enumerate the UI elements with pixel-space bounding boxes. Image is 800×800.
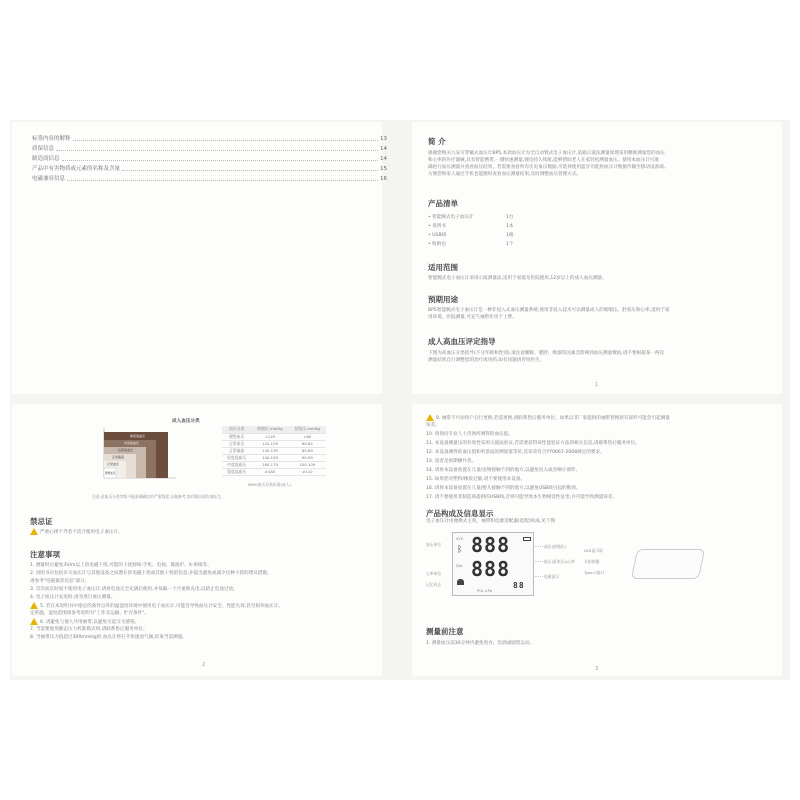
notice-line: 定的温、湿度范围请参考说明书"工作及运输、贮存条件"。 [30, 611, 150, 616]
package-item: • 收纳包 [428, 242, 446, 247]
table-cell: 重度高血压 [222, 468, 251, 475]
notice-line: 15. 如果您对塑料/橡胶过敏,请不要使用本设备。 [426, 477, 526, 482]
table-row [222, 461, 326, 468]
callout-label: 低压(舒张压)/心率 [544, 559, 575, 564]
page-number: 1 [595, 382, 599, 388]
table-cell: 正常偏高 [222, 447, 251, 454]
table-cell: 90-99 [289, 454, 326, 461]
contra-text: 严重心律不齐者不适合使用电子血压计。 [30, 528, 123, 536]
table-header: 血压分类 [222, 426, 251, 433]
table-row [222, 447, 326, 454]
warning-icon [426, 414, 434, 421]
sys-digits: 888 [471, 533, 511, 557]
table-header: 舒张压 mmHg [289, 426, 326, 433]
zone-label: 正常血压 [107, 462, 120, 466]
notice-line: 9. 袖带不可由用户自行更换,若需更换,请联系售后服务单位。如果以非厂家提供的袖带替换原有部件可能会引起测量 [426, 414, 670, 422]
callout-label: 电量显示 [544, 574, 560, 579]
composition-heading: 产品构成及信息显示 [426, 509, 494, 518]
notice-line: 6. 请避免与他人共用袖带,以避免引起交叉感染。 [30, 618, 139, 626]
intro-heading: 简 介 [428, 137, 446, 146]
table-cell: 160-179 [251, 461, 288, 468]
adult-line: 下图为高血压分类指导(不分年龄和性别),请注意睡眠、肥胖、吸烟等因素会影响到血压测量数值,请不要根据某一两次 [428, 351, 665, 356]
package-item: • USB线 [428, 233, 447, 238]
notice-line: 7. 当需要使用静态压力校准模式时,请联系售后服务单位。 [30, 627, 148, 632]
notice-line: 3. 首次或长时间不使用电子血压计,请将电池完全充满后使用,并每隔一个月重新充电,以防止电池过放。 [30, 587, 238, 592]
intro-line: 和心率的医疗器械,具有智能携带,一键快速测量,锂电持久续航,能够帮助老人在家轻松测量血压。使用本血压计可准 [428, 158, 659, 163]
warning-icon [30, 602, 38, 609]
toc-entry[interactable]: 产品中有害物质或元素的名称及含量 15 [32, 166, 387, 172]
notice-line: 2. 说明书应包括有关血压计与其他设备之间潜在的电磁干扰或其他干扰的信息,并提出避免或减少这种干扰的建议措施, [30, 571, 269, 576]
notice-line: 10. 请询问专业人士咨询所测得的血压值。 [426, 432, 513, 437]
purpose-heading: 预期用途 [428, 295, 458, 304]
device-illustration [631, 549, 705, 579]
table-cell: 轻度高血压 [222, 454, 251, 461]
battery-icon [523, 537, 531, 541]
package-item: • 说明书 [428, 224, 446, 229]
table-cell: 85-89 [289, 447, 326, 454]
package-heading: 产品清单 [428, 199, 458, 208]
sys-unit-label: SYS [456, 536, 464, 541]
notice-line: 12. 本设备测得的血压值和听诊法的测量值等价,其误差符合YY0667-2008规定的要求。 [426, 450, 605, 455]
table-cell: ≥180 [251, 468, 288, 475]
toc-page [12, 122, 387, 394]
table-header-row [222, 426, 326, 433]
warning-icon [30, 618, 38, 625]
table-header: 收缩压 mmHg [251, 426, 288, 433]
table-row [222, 468, 326, 475]
notice-line: 11. 本设备测量压的有效性采用示波法验证,若需要获得该性能验证方法的相关信息,请联系售后服务单位。 [426, 441, 640, 446]
table-cell: 140-159 [251, 454, 288, 461]
callout-label: 血压单位 [426, 542, 442, 547]
page-number: 2 [202, 662, 206, 668]
notice-line: 8. 当袖带压力值超过300mmHg时,血压计将打开快速放气阀,结束当前测量。 [30, 635, 187, 640]
table-cell: 120-129 [251, 440, 288, 447]
intro-line: 感谢您购买九安可穿戴式血压计BP5,本款血压计为全自动臂式电子血压计,依据示波法测量原理采用精准测量您的血压 [428, 151, 665, 156]
unit-footer: PUL kPa [477, 588, 493, 593]
toc-entry[interactable]: 质保信息 14 [32, 146, 387, 152]
table-cell: 理想血压 [222, 433, 251, 440]
intro-line: 确进行血压测量并查看血压结果。若需要查看所有历史血压数据,可选择使用蓝牙功能将血压计数据传输至移动设备端, [428, 165, 666, 170]
prep-heading: 测量前注意 [426, 627, 464, 636]
warning-icon [30, 528, 38, 535]
toc-entry[interactable]: 制造商信息 14 [32, 156, 387, 162]
table-note: WHO血压分类标准(成人) [248, 482, 291, 487]
package-qty: 1台 [506, 215, 514, 220]
zone-label: 轻度高血压 [118, 448, 134, 452]
chart-note: 注意:此血压分类等级不能准确确定的严重程度,仅做参考,如有疑问请咨询医生。 [92, 494, 225, 499]
chart-title: 成人血压分类 [172, 419, 200, 424]
package-qty: 1本 [506, 224, 514, 229]
callout-line [535, 561, 543, 562]
notice-page [12, 404, 382, 676]
notice-line: 1. 测量时应避免3V/m以上的电磁干扰,可能的干扰源如:手机、电视、微波炉、X-射线等。 [30, 563, 212, 568]
callout-line [535, 576, 543, 577]
table-row [222, 440, 326, 447]
callout-label: 记忆标志 [426, 582, 442, 587]
dia-digits: 888 [471, 557, 511, 581]
zone-label: 重度高血压 [130, 434, 146, 438]
table-cell: ≥110 [289, 468, 326, 475]
bp-class-table [222, 426, 326, 476]
prep-text: 1. 测量血压前30分钟内避免进食、饮酒或剧烈运动。 [426, 641, 535, 646]
purpose-line: BP5智能腕式电子血压计是一种非侵入式血压测量系统,使用非侵入技术可以测量成人的收缩压、舒张压和心率,适用于家 [428, 308, 670, 313]
callout-label: Type-C接口 [584, 570, 605, 575]
scope-text: 智能腕式电子血压计采用示波测量法,适用于家庭及医院使用,12岁以上的成人血压测量。 [428, 276, 607, 281]
intro-line: 方便您和家人通过手机也能随时查看血压测量结果,及时调整血压管理方式。 [428, 172, 582, 177]
callout-line [535, 546, 543, 547]
intro-page [412, 122, 782, 394]
zone-label: 理想血压 [105, 472, 116, 475]
table-cell: 中度高血压 [222, 461, 251, 468]
notice-line: 5. 若在本说明书中指定的条件以外的温湿度环境中使用电子血压计,可能会导致血压计安全、性能失效,甚至损坏血压计。 [30, 602, 283, 610]
table-cell: 正常血压 [222, 440, 251, 447]
notice-line: 4. 电子血压计充电时,请勿进行血压测量。 [30, 595, 116, 600]
notice-line: 13. 患者是预期操作者。 [426, 459, 477, 464]
zone-label: 正常偏高 [112, 455, 125, 459]
notice-line: 请参考"电磁兼容信息"部分。 [30, 579, 90, 584]
notice-heading: 注意事项 [30, 550, 60, 559]
table-cell: 130-139 [251, 447, 288, 454]
adult-heading: 成人高血压评定指导 [428, 337, 496, 346]
package-qty: 1根 [506, 233, 514, 238]
package-qty: 1个 [506, 242, 514, 247]
bp-zone-chart [98, 426, 178, 484]
table-row [222, 433, 326, 440]
scope-heading: 适用范围 [428, 263, 458, 272]
dia-unit-label: DIA [456, 563, 463, 568]
purpose-line: 用环境、医院测量,可充气袖带作用于上臂。 [428, 315, 517, 320]
table-cell: 100-109 [289, 461, 326, 468]
callout-label: 高压(收缩压) [544, 544, 566, 549]
notice-line: 14. 请将本设备放置在儿童/宠物接触不到的地方,以避免误入或吞咽小部件。 [426, 468, 581, 473]
toc-entry[interactable]: 标签内容的解释 13 [32, 136, 387, 142]
callout-label: 开始按键 [584, 559, 600, 564]
contra-heading: 禁忌证 [30, 517, 53, 526]
callout-label: 心率单位 [426, 571, 442, 576]
notice-line: 16. 请将本设备放置在儿童/婴儿接触不到的地方,以避免USB线引起的勒颈。 [426, 486, 581, 491]
table-row [222, 454, 326, 461]
notice-line: 误差。 [426, 423, 440, 428]
adult-line: 测量结果自行调整您的治疗或用药,如有问题请咨询医生。 [428, 358, 545, 363]
composition-page [412, 404, 782, 676]
zone-label: 中度高血压 [124, 441, 140, 445]
callout-label: LED显示屏 [584, 548, 603, 553]
lcd-display [452, 532, 534, 596]
page-number: 3 [595, 666, 599, 672]
table-cell: <80 [289, 433, 326, 440]
heart-icon [457, 579, 464, 585]
table-cell: 80-84 [289, 440, 326, 447]
toc-entry[interactable]: 电磁兼容信息 16 [32, 176, 387, 182]
table-cell: <120 [251, 433, 288, 440]
time-digits: 88 [513, 581, 525, 590]
notice-line: 17. 请不要使用非制造商提供的USB线,否则可能导致本生物相容性危害,并可能导致测量误差。 [426, 495, 618, 500]
package-item: • 智能腕式电子血压计 [428, 215, 474, 220]
bluetooth-icon: ᛒ [457, 545, 463, 555]
composition-subtitle: 电子血压计由便携式主机、袖带和电源适配器(选配)构成,见下图 [426, 519, 556, 524]
